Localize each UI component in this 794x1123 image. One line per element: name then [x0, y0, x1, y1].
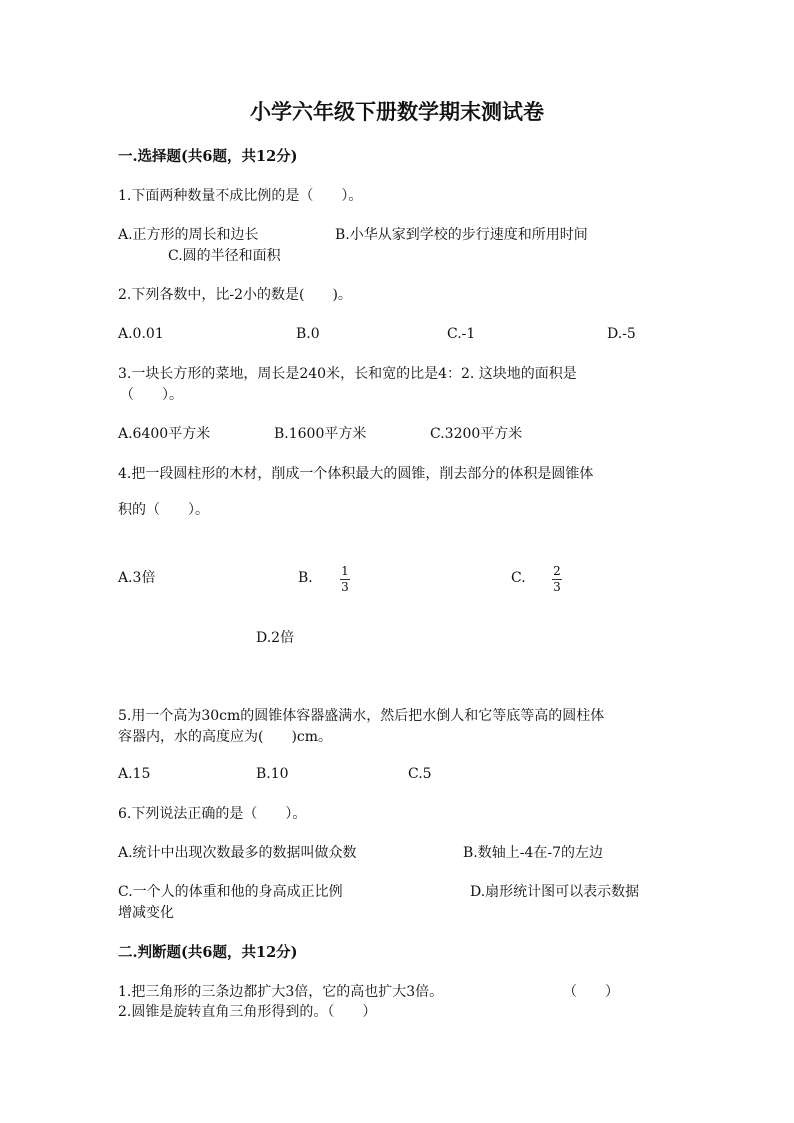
- q6-option-c: C.一个人的体重和他的身高成正比例: [118, 884, 343, 900]
- q2-option-b: B.0: [296, 326, 320, 342]
- q5-option-b: B.10: [256, 766, 289, 782]
- q4-stem-cont: 积的（ ）。: [118, 502, 209, 518]
- q4-stem: 4.把一段圆柱形的木材，削成一个体积最大的圆锥，削去部分的体积是圆锥体: [118, 466, 594, 482]
- q5-stem-cont: 容器内，水的高度应为( )cm。: [118, 729, 333, 745]
- q1-stem: 1.下面两种数量不成比例的是（ ）。: [118, 188, 363, 204]
- q6-option-d: D.扇形统计图可以表示数据: [470, 884, 640, 900]
- q2-stem: 2.下列各数中，比-2小的数是( )。: [118, 287, 352, 303]
- q4-option-a: A.3倍: [118, 570, 156, 586]
- q6-option-b: B.数轴上-4在-7的左边: [463, 845, 604, 861]
- q2-option-d: D.-5: [607, 326, 636, 342]
- q4-option-b: B.: [298, 570, 313, 586]
- q1-option-a: A.正方形的周长和边长: [118, 227, 259, 243]
- j1-stem: 1.把三角形的三条边都扩大3倍，它的高也扩大3倍。: [118, 984, 444, 1000]
- q1-option-c: C.圆的半径和面积: [168, 248, 281, 264]
- q5-option-a: A.15: [118, 766, 151, 782]
- q6-option-d-cont: 增减变化: [118, 905, 174, 921]
- q4-option-c-fraction: [552, 565, 562, 594]
- page-title: 小学六年级下册数学期末测试卷: [250, 99, 544, 124]
- q5-stem: 5.用一个高为30cm的圆锥体容器盛满水，然后把水倒人和它等底等高的圆柱体: [118, 708, 605, 724]
- numerator: 1: [341, 564, 349, 578]
- j1-answer-paren: （ ）: [563, 984, 619, 1000]
- q6-stem: 6.下列说法正确的是（ ）。: [118, 806, 307, 822]
- q4-option-d: D.2倍: [256, 630, 295, 646]
- q3-stem-cont: （ ）。: [120, 387, 183, 403]
- q6-option-a: A.统计中出现次数最多的数据叫做众数: [118, 845, 357, 861]
- q4-option-c: C.: [511, 570, 526, 586]
- denominator: 3: [553, 580, 561, 594]
- q3-option-b: B.1600平方米: [274, 426, 367, 442]
- q1-option-b: B.小华从家到学校的步行速度和所用时间: [335, 227, 588, 243]
- q2-option-a: A.0.01: [118, 326, 164, 342]
- j2-stem: 2.圆锥是旋转直角三角形得到的。（ ）: [118, 1004, 377, 1020]
- q3-option-c: C.3200平方米: [430, 426, 523, 442]
- section2-heading: 二.判断题(共6题，共12分): [118, 944, 298, 961]
- q2-option-c: C.-1: [447, 326, 476, 342]
- denominator: 3: [341, 580, 349, 594]
- q5-option-c: C.5: [408, 766, 432, 782]
- q3-option-a: A.6400平方米: [118, 426, 211, 442]
- q4-option-b-fraction: [340, 565, 350, 594]
- q3-stem: 3.一块长方形的菜地，周长是240米，长和宽的比是4：2. 这块地的面积是: [118, 366, 577, 382]
- section1-heading: 一.选择题(共6题，共12分): [118, 148, 298, 165]
- numerator: 2: [553, 564, 561, 578]
